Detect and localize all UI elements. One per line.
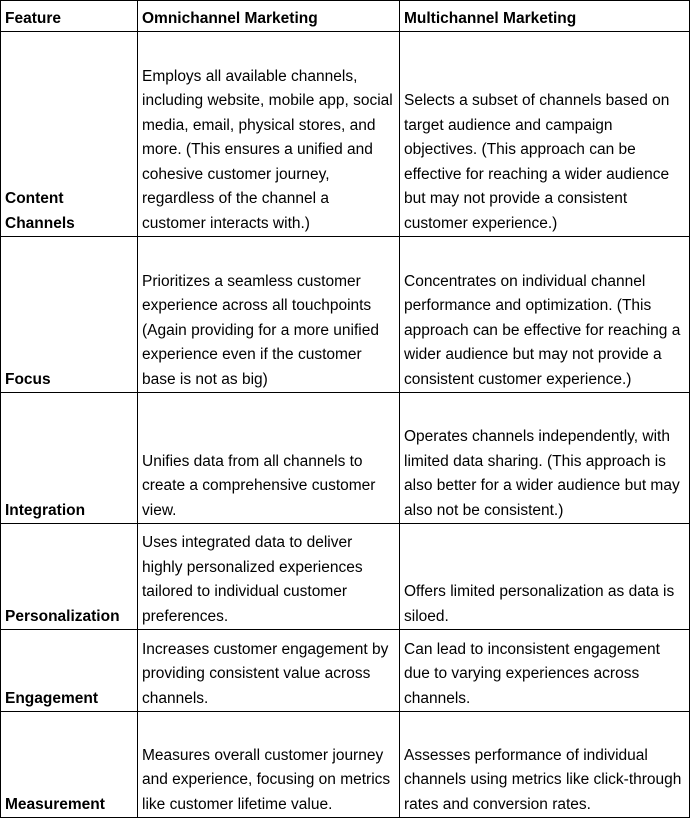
table-row bbox=[1, 393, 690, 524]
table-row bbox=[1, 630, 690, 712]
header-omnichannel: Omnichannel Marketing bbox=[138, 1, 400, 32]
omnichannel-cell: Increases customer engagement by providing consistent value across channels. bbox=[138, 630, 400, 712]
omnichannel-cell: Prioritizes a seamless customer experience across all touchpoints (Again providing for a more unified experience even if the customer base is not as big) bbox=[138, 237, 400, 393]
header-multichannel: Multichannel Marketing bbox=[400, 1, 690, 32]
multichannel-cell: Concentrates on individual channel performance and optimization. (This approach can be effective for reaching a wider audience but may not provide a consistent customer experience.) bbox=[400, 237, 690, 393]
omnichannel-cell: Employs all available channels, including website, mobile app, social media, email, physical stores, and more. (This ensures a unified and cohesive customer journey, regardless of the channel a customer interacts with.) bbox=[138, 32, 400, 237]
feature-cell: Measurement bbox=[1, 712, 138, 818]
table-row bbox=[1, 524, 690, 630]
multichannel-cell: Assesses performance of individual channels using metrics like click-through rates and conversion rates. bbox=[400, 712, 690, 818]
header-feature: Feature bbox=[1, 1, 138, 32]
table-row bbox=[1, 237, 690, 393]
feature-cell: Integration bbox=[1, 393, 138, 524]
omnichannel-cell: Uses integrated data to deliver highly personalized experiences tailored to individual customer preferences. bbox=[138, 524, 400, 630]
omnichannel-cell: Measures overall customer journey and experience, focusing on metrics like customer lifetime value. bbox=[138, 712, 400, 818]
multichannel-cell: Can lead to inconsistent engagement due to varying experiences across channels. bbox=[400, 630, 690, 712]
feature-cell: Engagement bbox=[1, 630, 138, 712]
omnichannel-cell: Unifies data from all channels to create a comprehensive customer view. bbox=[138, 393, 400, 524]
table-row bbox=[1, 712, 690, 818]
multichannel-cell: Selects a subset of channels based on target audience and campaign objectives. (This approach can be effective for reaching a wider audience but may not provide a consistent customer experience.) bbox=[400, 32, 690, 237]
multichannel-cell: Operates channels independently, with limited data sharing. (This approach is also better for a wider audience but may also not be consistent.) bbox=[400, 393, 690, 524]
multichannel-cell: Offers limited personalization as data is siloed. bbox=[400, 524, 690, 630]
feature-cell: Content Channels bbox=[1, 32, 138, 237]
feature-cell: Personalization bbox=[1, 524, 138, 630]
table-row bbox=[1, 32, 690, 237]
feature-cell: Focus bbox=[1, 237, 138, 393]
header-row bbox=[1, 1, 690, 32]
